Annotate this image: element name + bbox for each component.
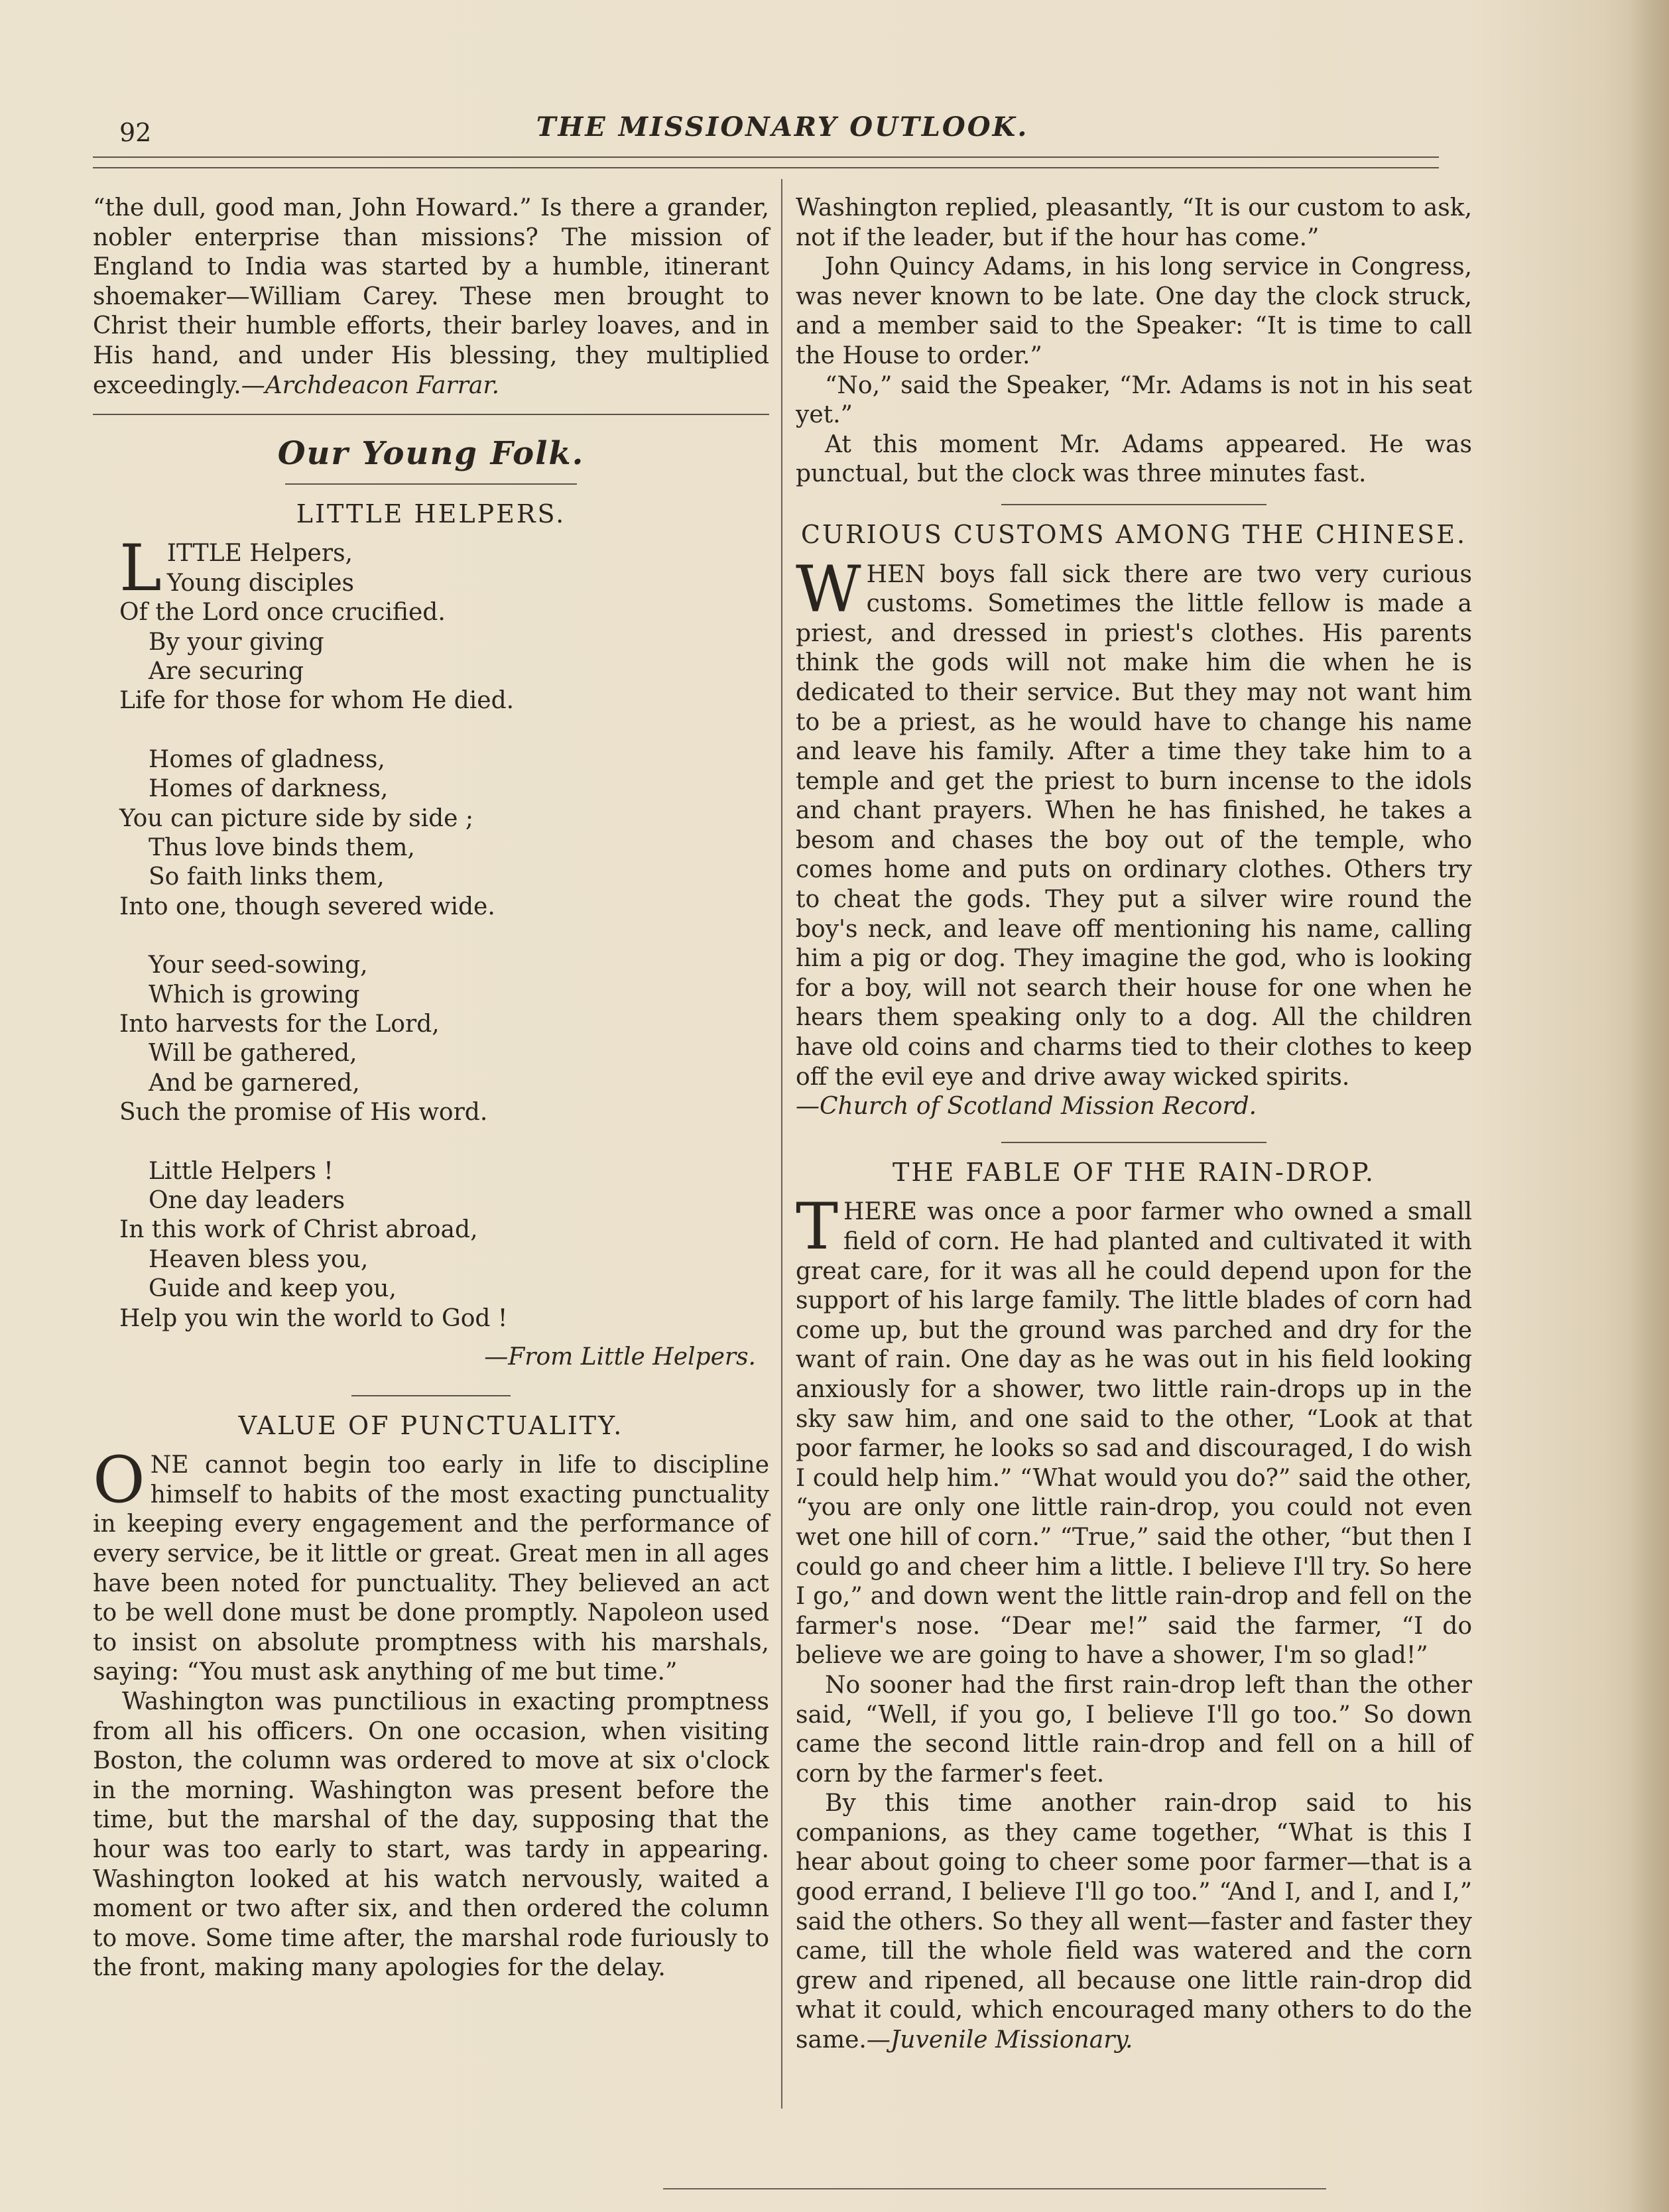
paragraph: Washington was punctilious in exacting promptness from all his officers. On one occasion, when visiting Boston, the column was ordered to move at six o'clock in the morning. Washington was present before the time, but the marshal of the day, supposing that the hour was too early to start, was tardy in appearing. Washington looked at his watch nervously, waited a moment or two after six, and then ordered the column to move. Some time after, the marshal rode furiously to the front, making many apologies for the delay. bbox=[93, 1688, 769, 1982]
poem-line: By your giving bbox=[149, 628, 324, 656]
page-number: 92 bbox=[119, 118, 152, 147]
poem-line: Thus love binds them, bbox=[149, 834, 415, 861]
poem-stanza bbox=[119, 1157, 769, 1333]
poem-line: Little Helpers ! bbox=[149, 1157, 334, 1185]
section-divider bbox=[351, 1395, 511, 1396]
poem-line: In this work of Christ abroad, bbox=[119, 1216, 478, 1244]
poem-line: Heaven bless you, bbox=[149, 1245, 369, 1273]
dropcap: O bbox=[93, 1443, 145, 1518]
poem-line: So faith links them, bbox=[149, 863, 385, 891]
left-column bbox=[93, 194, 769, 1983]
poem-line: Are securing bbox=[149, 657, 304, 685]
section-divider bbox=[93, 414, 769, 415]
section-title: CURIOUS CUSTOMS AMONG THE CHINESE. bbox=[800, 519, 1467, 549]
header-rule-double bbox=[93, 167, 1439, 168]
poem-line: Into one, though severed wide. bbox=[119, 892, 495, 920]
poem-stanza bbox=[119, 745, 769, 922]
dropcap: L bbox=[119, 531, 162, 606]
poem-line: Homes of gladness, bbox=[149, 745, 385, 773]
paragraph: WHEN boys fall sick there are two very curious customs. Sometimes the little fellow is made a priest, and dressed in priest's clothes. His parents think the gods will not make him die when he is dedicated to their service. But they may not want him to be a priest, as he would have to change his name and leave his family. After a time they take him to a temple and get the priest to burn incense to the idols and chant prayers. When he has finished, he takes a besom and chases the boy out of the temple, who comes home and puts on ordinary clothes. Others try to cheat the gods. They put a silver wire round the boy's neck, and leave off mentioning his name, calling him a pig or dog. They imagine the god, who is looking for a boy, will not search their house for one when he hears them speaking only to a dog. All the children have old coins and charms tied to their clothes to keep off the evil eye and drive away wicked spirits. bbox=[796, 552, 1472, 1091]
poem-line: Such the promise of His word. bbox=[119, 1099, 488, 1127]
column-divider bbox=[781, 179, 782, 2109]
poem-line: Help you win the world to God ! bbox=[119, 1304, 508, 1332]
running-title: THE MISSIONARY OUTLOOK. bbox=[536, 111, 1029, 143]
poem-stanza bbox=[119, 531, 769, 715]
poem-line: Your seed-sowing, bbox=[149, 952, 368, 979]
section-heading: Our Young Folk. bbox=[277, 435, 585, 473]
section-title: VALUE OF PUNCTUALITY. bbox=[238, 1410, 624, 1440]
section-divider bbox=[1001, 504, 1267, 505]
header-rule bbox=[93, 156, 1439, 158]
paragraph: Washington replied, pleasantly, “It is our custom to ask, not if the leader, but if the hour has come.” bbox=[796, 194, 1473, 251]
intro-attribution: —Archdeacon Farrar. bbox=[241, 371, 500, 399]
dropcap: T bbox=[796, 1190, 839, 1264]
poem-line: ITTLE Helpers, bbox=[166, 540, 353, 568]
section-divider bbox=[1001, 1142, 1267, 1143]
poem-line: Young disciples bbox=[166, 569, 354, 597]
paragraph: John Quincy Adams, in his long service in Congress, was never known to be late. One day the clock struck, and a member said to the Speaker: “It is time to call the House to order.” bbox=[796, 253, 1472, 369]
page-edge bbox=[1629, 0, 1669, 2212]
paragraph: “No,” said the Speaker, “Mr. Adams is not in his seat yet.” bbox=[796, 371, 1472, 429]
section-title: THE FABLE OF THE RAIN-DROP. bbox=[892, 1157, 1376, 1187]
dropcap: W bbox=[796, 552, 861, 627]
intro-paragraph: “the dull, good man, John Howard.” Is there a grander, nobler enterprise than missions? The mission of England to India was started by a humble, itinerant shoemaker—William Carey. These men brought to Christ their humble efforts, their barley loaves, and in His hand, and under His blessing, they multiplied exceedingly.—Archdeacon Farrar. bbox=[93, 194, 769, 399]
poem-line: And be garnered, bbox=[149, 1069, 360, 1097]
poem-line: Into harvests for the Lord, bbox=[119, 1011, 440, 1038]
paragraph: At this moment Mr. Adams appeared. He was punctual, but the clock was three minutes fast. bbox=[796, 430, 1472, 488]
right-column bbox=[796, 194, 1472, 2056]
poem-line: Of the Lord once crucified. bbox=[119, 599, 446, 627]
poem-line: One day leaders bbox=[149, 1187, 345, 1215]
paragraph: By this time another rain-drop said to his companions, as they came together, “What is this I hear about going to cheer some poor farmer—that is a good errand, I believe I'll go too.” “And I, and I, and I,” said the others. So they all went—faster and faster they came, till the whole field was watered and the corn grew and ripened, all because one little rain-drop did what it could, which encouraged many others to do the same.—Juvenile Missionary. bbox=[796, 1790, 1472, 2054]
poem-credit: —From Little Helpers. bbox=[484, 1343, 756, 1371]
poem-line: Homes of darkness, bbox=[149, 775, 389, 803]
bottom-rule bbox=[663, 2188, 1326, 2189]
poem bbox=[119, 531, 769, 1333]
poem-line: You can picture side by side ; bbox=[119, 804, 474, 832]
poem-line: Life for those for whom He died. bbox=[119, 687, 515, 715]
attribution: —Juvenile Missionary. bbox=[866, 2026, 1133, 2054]
poem-line: Guide and keep you, bbox=[149, 1275, 397, 1303]
poem-title: LITTLE HELPERS. bbox=[296, 499, 566, 528]
paragraph: THERE was once a poor farmer who owned a small field of corn. He had planted and cultivated it with great care, for it was all he could depend upon for the support of his large family. The little blades of corn had come up, but the ground was parched and dry for the want of rain. One day as he was out in his field looking anxiously for a shower, two little rain-drops up in the sky saw him, and one said to the other, “Look at that poor farmer, he looks so sad and discouraged, I do wish I could help him.” “What would you do?” said the other, “you are only one little rain-drop, you could not even wet one hill of corn.” “True,” said the other, “but then I could go and cheer him a little. I believe I'll try. So here I go,” and down went the little rain-drop and fell on the farmer's nose. “Dear me!” said the farmer, “I do believe we are going to have a shower, I'm so glad!” bbox=[796, 1190, 1472, 1670]
poem-stanza bbox=[119, 951, 769, 1127]
poem-line: Which is growing bbox=[149, 981, 360, 1009]
paragraph: ONE cannot begin too early in life to discipline himself to habits of the most exacting punctuality in keeping every engagement and the performance of every service, be it little or great. Great men in all ages have been noted for punctuality. They believed an act to be well done must be done promptly. Napoleon used to insist on absolute promptness with his marshals, saying: “You must ask anything of me but time.” bbox=[93, 1443, 769, 1686]
attribution: —Church of Scotland Mission Record. bbox=[796, 1093, 1257, 1121]
paragraph: No sooner had the first rain-drop left than the other said, “Well, if you go, I believe I'll go too.” So down came the second little rain-drop and fell on a hill of corn by the farmer's feet. bbox=[796, 1671, 1472, 1788]
poem-line: Will be gathered, bbox=[149, 1040, 357, 1068]
heading-rule bbox=[285, 483, 577, 485]
